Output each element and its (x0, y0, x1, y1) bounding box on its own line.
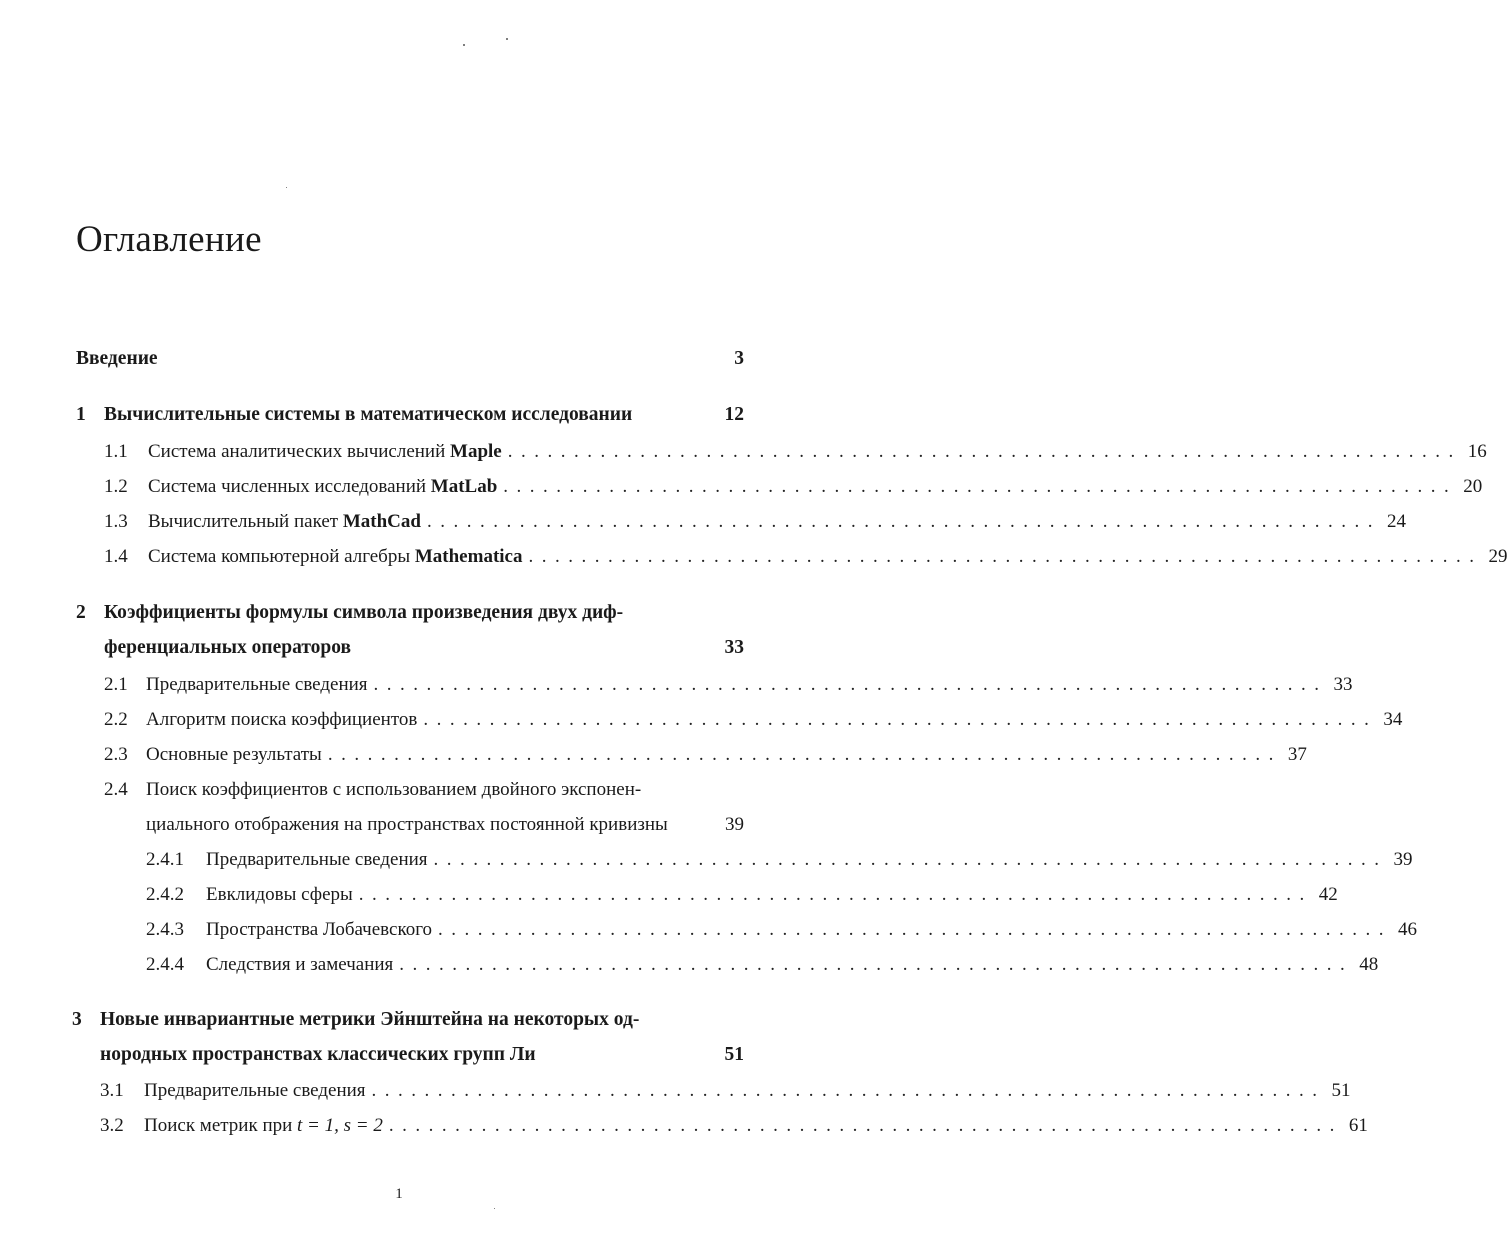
leader-dots: ........................................................................ (438, 919, 1393, 940)
toc-page-number: 33 (1333, 674, 1353, 695)
section-number: 3.2 (100, 1115, 124, 1136)
toc-section-2-4-cont[interactable] (146, 814, 744, 836)
section-title: Алгоритм поиска коэффициентов (146, 709, 418, 730)
section-title: Основные результаты (146, 744, 322, 765)
toc-page-number: 51 (724, 1044, 744, 1065)
section-number: 2.3 (104, 744, 128, 765)
chapter-title-line-2: нородных пространствах классических групп Ли (100, 1044, 536, 1065)
chapter-title: Вычислительные системы в математическом исследовании (104, 404, 633, 425)
chapter-number: 1 (76, 404, 86, 425)
section-title: Предварительные сведения (144, 1080, 366, 1101)
leader-dots: ........................................................................ (426, 511, 1381, 532)
section-number: 1.4 (104, 546, 128, 567)
toc-chapter-1[interactable] (76, 404, 744, 426)
scan-speck (494, 1208, 495, 1209)
chapter-number: 2 (76, 602, 86, 623)
section-number: 2.1 (104, 674, 128, 695)
section-number: 1.3 (104, 511, 128, 532)
scan-speck (506, 38, 508, 40)
toc-entry-label: Введение (76, 348, 158, 369)
section-number: 3.1 (100, 1080, 124, 1101)
toc-section-2-1[interactable] (104, 674, 1353, 696)
toc-page-number: 29 (1488, 546, 1508, 567)
toc-entry-intro[interactable] (76, 348, 744, 370)
toc-section-2-3[interactable] (104, 744, 1307, 766)
toc-page-number: 42 (1318, 884, 1338, 905)
leader-dots: ........................................................................ (358, 884, 1313, 905)
section-title: Вычислительный пакет MathCad (148, 511, 421, 532)
leader-dots: ........................................................................ (371, 1080, 1326, 1101)
leader-dots: ........................................................................ (528, 546, 1483, 567)
toc-page-number: 33 (724, 637, 744, 658)
leader-dots: ........................................................................ (373, 674, 1328, 695)
toc-page-number: 51 (1331, 1080, 1351, 1101)
toc-page-number: 34 (1383, 709, 1403, 730)
page-title: Оглавление (76, 219, 262, 260)
scan-speck (286, 187, 287, 188)
toc-chapter-3[interactable] (72, 1009, 744, 1031)
toc-section-3-1[interactable] (100, 1080, 1351, 1102)
toc-page-number: 20 (1463, 476, 1483, 497)
toc-section-2-4[interactable] (104, 779, 744, 801)
toc-section-1-3[interactable] (104, 511, 1406, 533)
toc-page-number: 37 (1287, 744, 1307, 765)
leader-dots: ........................................................................ (423, 709, 1378, 730)
section-title-line-2: циального отображения на пространствах постоянной кривизны (146, 814, 668, 835)
section-title: Система компьютерной алгебры Mathematica (148, 546, 523, 567)
leader-dots: ........................................................................ (399, 954, 1354, 975)
math-expression: t = 1, s = 2 (297, 1115, 383, 1136)
chapter-title-line-1: Новые инвариантные метрики Эйнштейна на некоторых од- (100, 1009, 640, 1030)
toc-chapter-3-cont[interactable] (100, 1044, 744, 1066)
leader-dots: ........................................................................ (433, 849, 1388, 870)
toc-page-number: 46 (1398, 919, 1418, 940)
toc-page-number: 12 (724, 404, 744, 425)
subsection-number: 2.4.3 (146, 919, 184, 940)
section-title-line-1: Поиск коэффициентов с использованием двойного экспонен- (146, 779, 642, 800)
section-number: 2.2 (104, 709, 128, 730)
toc-chapter-2-cont[interactable] (104, 637, 744, 659)
toc-page-number: 39 (725, 814, 744, 835)
subsection-title: Пространства Лобачевского (206, 919, 433, 940)
page-number-footer: 1 (395, 1186, 403, 1202)
leader-dots: ........................................................................ (503, 476, 1458, 497)
toc-subsection-2-4-2[interactable] (146, 884, 1338, 906)
chapter-number: 3 (72, 1009, 82, 1030)
toc-section-1-2[interactable] (104, 476, 1483, 498)
section-number: 1.1 (104, 441, 128, 462)
subsection-title: Следствия и замечания (206, 954, 394, 975)
toc-subsection-2-4-3[interactable] (146, 919, 1418, 941)
toc-section-1-4[interactable] (104, 546, 1508, 568)
section-title: Предварительные сведения (146, 674, 368, 695)
scan-speck (463, 44, 465, 46)
toc-page-number: 61 (1348, 1115, 1368, 1136)
toc-section-1-1[interactable] (104, 441, 1487, 463)
section-number: 1.2 (104, 476, 128, 497)
section-title: Поиск метрик при t = 1, s = 2 (144, 1115, 383, 1136)
leader-dots: ........................................................................ (507, 441, 1462, 462)
section-title: Система аналитических вычислений Maple (148, 441, 502, 462)
toc-page-number: 48 (1359, 954, 1379, 975)
toc-page-number: 24 (1386, 511, 1406, 532)
chapter-title-line-1: Коэффициенты формулы символа произведения двух диф- (104, 602, 624, 623)
section-number: 2.4 (104, 779, 128, 800)
toc-chapter-2[interactable] (76, 602, 744, 624)
toc-section-2-2[interactable] (104, 709, 1403, 731)
chapter-title-line-2: ференциальных операторов (104, 637, 352, 658)
toc-page-number: 16 (1467, 441, 1487, 462)
leader-dots: ........................................................................ (327, 744, 1282, 765)
toc-section-3-2[interactable] (100, 1115, 1368, 1137)
subsection-number: 2.4.4 (146, 954, 184, 975)
toc-page-number: 3 (734, 348, 744, 369)
subsection-title: Предварительные сведения (206, 849, 428, 870)
toc-subsection-2-4-1[interactable] (146, 849, 1413, 871)
subsection-number: 2.4.2 (146, 884, 184, 905)
leader-dots: ........................................................................ (388, 1115, 1343, 1136)
subsection-title: Евклидовы сферы (206, 884, 353, 905)
toc-subsection-2-4-4[interactable] (146, 954, 1379, 976)
subsection-number: 2.4.1 (146, 849, 184, 870)
toc-page-number: 39 (1393, 849, 1413, 870)
section-title: Система численных исследований MatLab (148, 476, 498, 497)
